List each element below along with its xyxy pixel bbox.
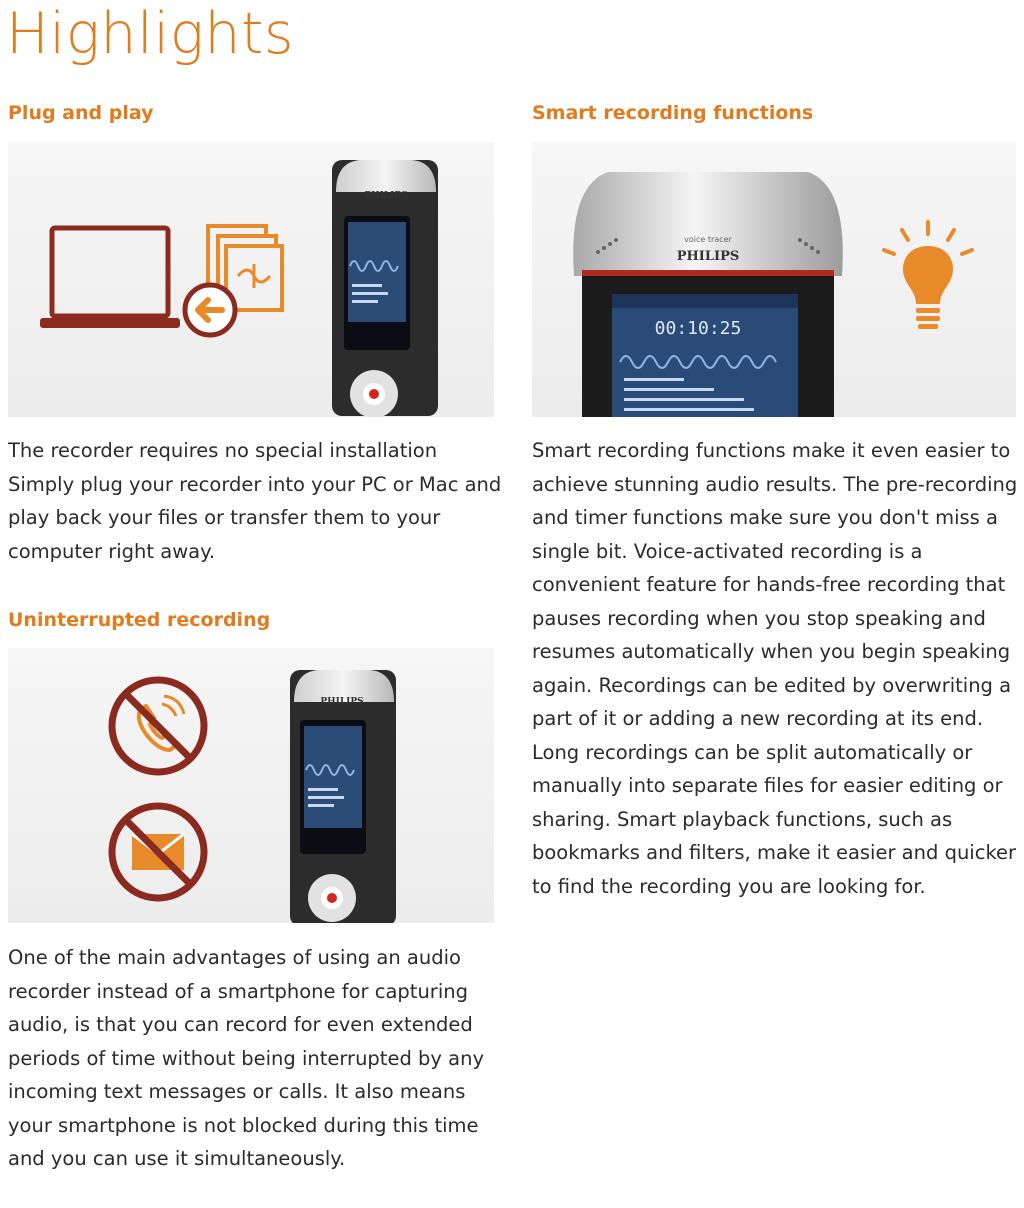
section-heading-uninterrupted-recording: Uninterrupted recording xyxy=(8,609,271,631)
no-messages-icon xyxy=(106,800,210,904)
device-display-time: 00:10:25 xyxy=(654,318,742,339)
device-brand-label-large: PHILIPS xyxy=(676,249,740,264)
smart-recording-description: Smart recording functions make it even easier to achieve stunning audio results. The pre-recording and timer functions make sure you don't miss a single bit. Voice-activated recording is a convenient feature for hands-free recording that pauses recording when you stop speaking and resumes automatically when you begin speaking again. Recordings can be edited by overwriting a part of it or adding a new recording at its end. Long recordings can be split automatically or manually into separate files for easier editing or sharing. Smart playback functions, such as bookmarks and filters, make it easier and quicker to find the recording you are looking for. xyxy=(532,439,1018,898)
section-heading-plug-and-play: Plug and play xyxy=(8,102,154,124)
lightbulb-icon xyxy=(878,220,978,340)
plug-and-play-description: The recorder requires no special installation Simply plug your recorder into your PC or Mac and play back your files or transfer them to your computer right away. xyxy=(8,439,502,563)
recorder-device-image xyxy=(288,666,400,923)
recorder-closeup-image xyxy=(568,166,848,417)
plug-and-play-image xyxy=(8,142,494,417)
arrow-left-icon xyxy=(182,282,238,338)
smart-recording-image xyxy=(532,142,1016,417)
no-calls-icon xyxy=(106,674,210,778)
device-brand-label: PHILIPS xyxy=(320,697,364,707)
laptop-icon xyxy=(40,224,180,334)
uninterrupted-recording-description: One of the main advantages of using an audio recorder instead of a smartphone for capturing audio, is that you can record for even extended periods of time without being interrupted by any incoming text messages or calls. It also means your smartphone is not blocked during this time and you can use it simultaneously. xyxy=(8,946,484,1170)
svg-text:voice tracer: voice tracer xyxy=(684,235,732,244)
recorder-device-image xyxy=(330,156,442,417)
section-heading-smart-recording: Smart recording functions xyxy=(532,102,814,124)
page-title: Highlights xyxy=(6,1,295,67)
device-brand-label: PHILIPS xyxy=(364,191,408,201)
uninterrupted-recording-image xyxy=(8,648,494,923)
